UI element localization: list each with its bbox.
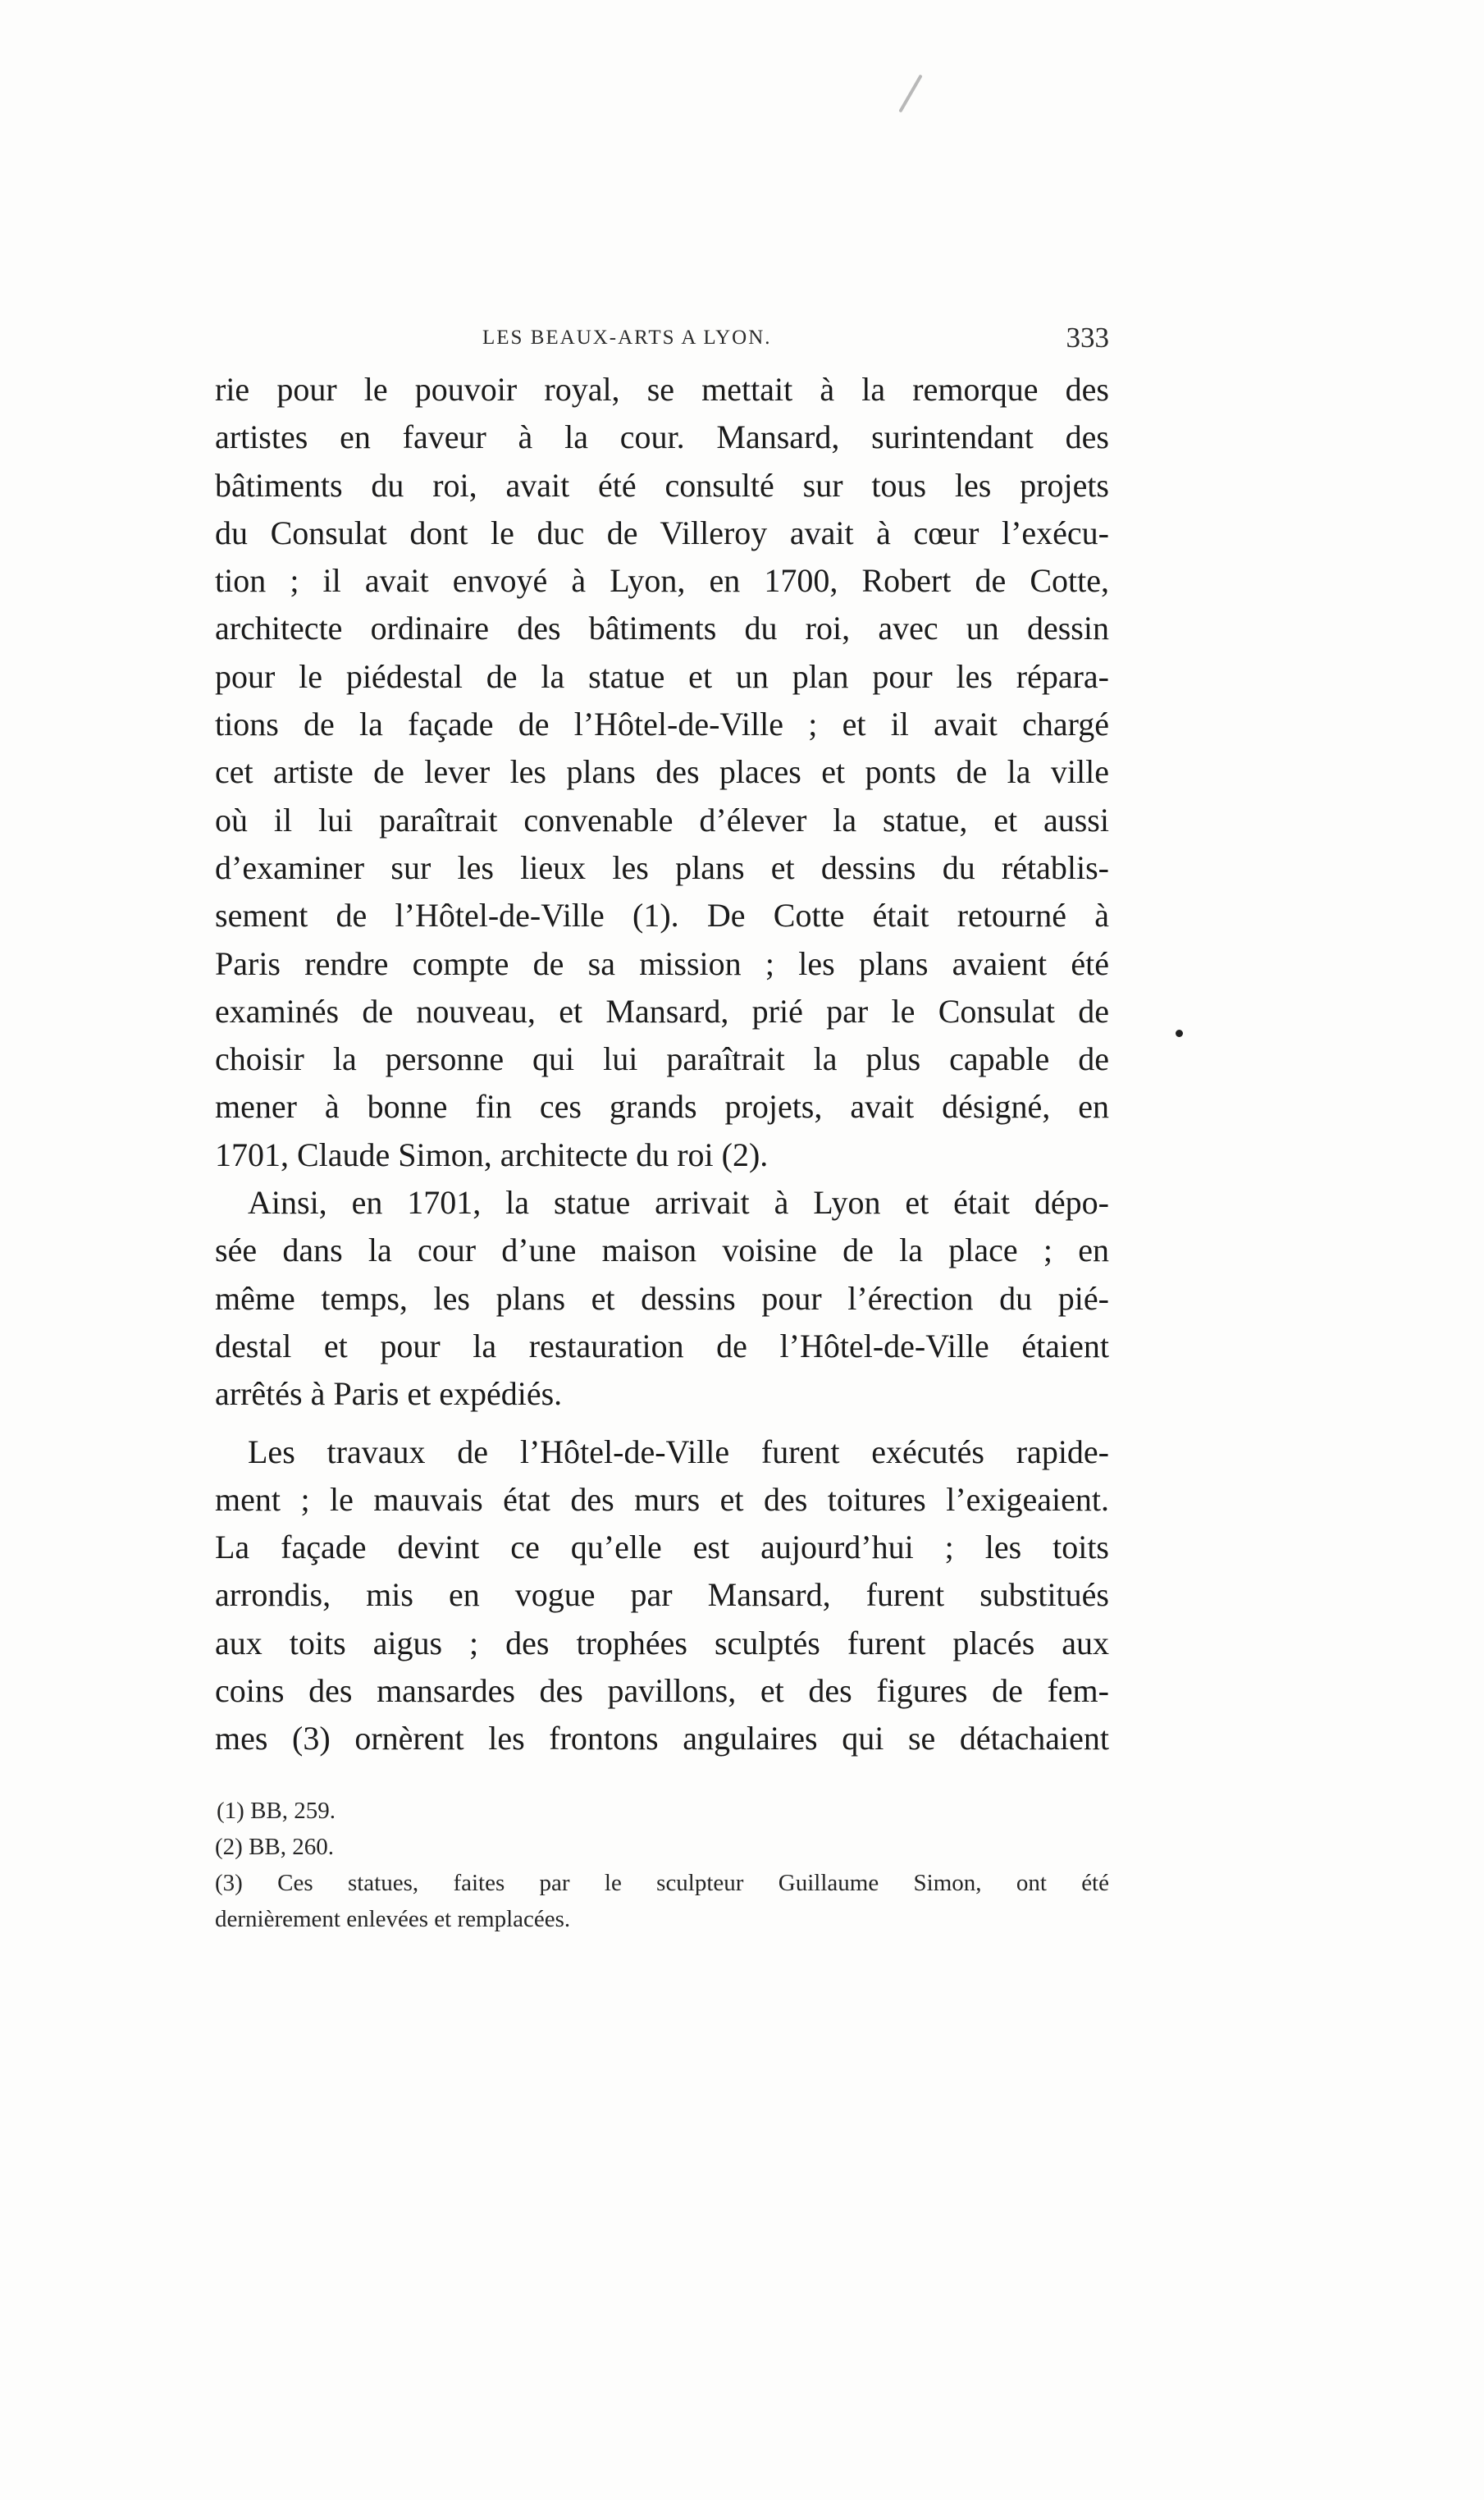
text-line: coins des mansardes des pavillons, et des figures de fem-: [215, 1672, 1109, 1710]
text-line: La façade devint ce qu’elle est aujourd’hui ; les toits: [215, 1529, 1109, 1566]
ink-speck: [1176, 1030, 1183, 1037]
text-line: d’examiner sur les lieux les plans et dessins du rétablis-: [215, 848, 1109, 886]
text-line: architecte ordinaire des bâtiments du roi, avec un dessin: [215, 610, 1109, 647]
pencil-mark: [898, 74, 922, 112]
text-line: sement de l’Hôtel-de-Ville (1). De Cotte était retourné à: [215, 897, 1109, 935]
footnote-3: (3) Ces statues, faites par le sculpteur Guillaume Simon, ont été: [215, 1870, 1109, 1896]
text-line: même temps, les plans et dessins pour l’érection du pié-: [215, 1279, 1109, 1317]
footnote-1: (1) BB, 259.: [217, 1798, 336, 1824]
paragraph-gap: [215, 1419, 1109, 1428]
text-line: Les travaux de l’Hôtel-de-Ville furent exécutés rapide-: [248, 1433, 1109, 1470]
page-number: 333: [1066, 322, 1109, 354]
text-line: cet artiste de lever les plans des places et ponts de la ville: [215, 753, 1109, 791]
paragraph-2: [215, 1179, 1109, 1418]
text-line: pour le piédestal de la statue et un plan pour les répara-: [215, 657, 1109, 695]
text-line: tions de la façade de l’Hôtel-de-Ville ; et il avait chargé: [215, 706, 1109, 743]
text-line: du Consulat dont le duc de Villeroy avait à cœur l’exécu-: [215, 514, 1109, 551]
text-line: examinés de nouveau, et Mansard, prié par le Consulat de: [215, 992, 1109, 1030]
paragraph-1: [215, 366, 1109, 1179]
text-line: choisir la personne qui lui paraîtrait la plus capable de: [215, 1040, 1109, 1078]
text-line: Ainsi, en 1701, la statue arrivait à Lyon et était dépo-: [248, 1184, 1109, 1222]
body-text: [215, 366, 1109, 1763]
text-line: artistes en faveur à la cour. Mansard, surintendant des: [215, 418, 1109, 456]
text-line: 1701, Claude Simon, architecte du roi (2).: [215, 1136, 769, 1173]
footnote-3-continuation: dernièrement enlevées et remplacées.: [215, 1906, 571, 1932]
running-head: [215, 322, 1109, 363]
text-line: mener à bonne fin ces grands projets, avait désigné, en: [215, 1088, 1109, 1126]
text-line: bâtiments du roi, avait été consulté sur tous les projets: [215, 466, 1109, 504]
text-line: rie pour le pouvoir royal, se mettait à la remorque des: [215, 371, 1109, 408]
text-line: arrêtés à Paris et expédiés.: [215, 1375, 563, 1413]
text-line: Paris rendre compte de sa mission ; les plans avaient été: [215, 944, 1109, 982]
text-line: aux toits aigus ; des trophées sculptés furent placés aux: [215, 1624, 1109, 1661]
text-line: tion ; il avait envoyé à Lyon, en 1700, Robert de Cotte,: [215, 562, 1109, 600]
paragraph-3: [215, 1428, 1109, 1763]
running-head-title: LES BEAUX-ARTS A LYON.: [482, 327, 772, 349]
text-line: ment ; le mauvais état des murs et des toitures l’exigeaient.: [215, 1480, 1109, 1518]
footnote-2: (2) BB, 260.: [215, 1834, 334, 1860]
footnotes: [215, 1793, 1109, 1937]
text-line: où il lui paraîtrait convenable d’élever la statue, et aussi: [215, 801, 1109, 839]
text-line: destal et pour la restauration de l’Hôtel-de-Ville étaient: [215, 1327, 1109, 1364]
text-line: arrondis, mis en vogue par Mansard, furent substitués: [215, 1576, 1109, 1614]
text-line: sée dans la cour d’une maison voisine de la place ; en: [215, 1232, 1109, 1269]
text-line: mes (3) ornèrent les frontons angulaires qui se détachaient: [215, 1720, 1109, 1757]
